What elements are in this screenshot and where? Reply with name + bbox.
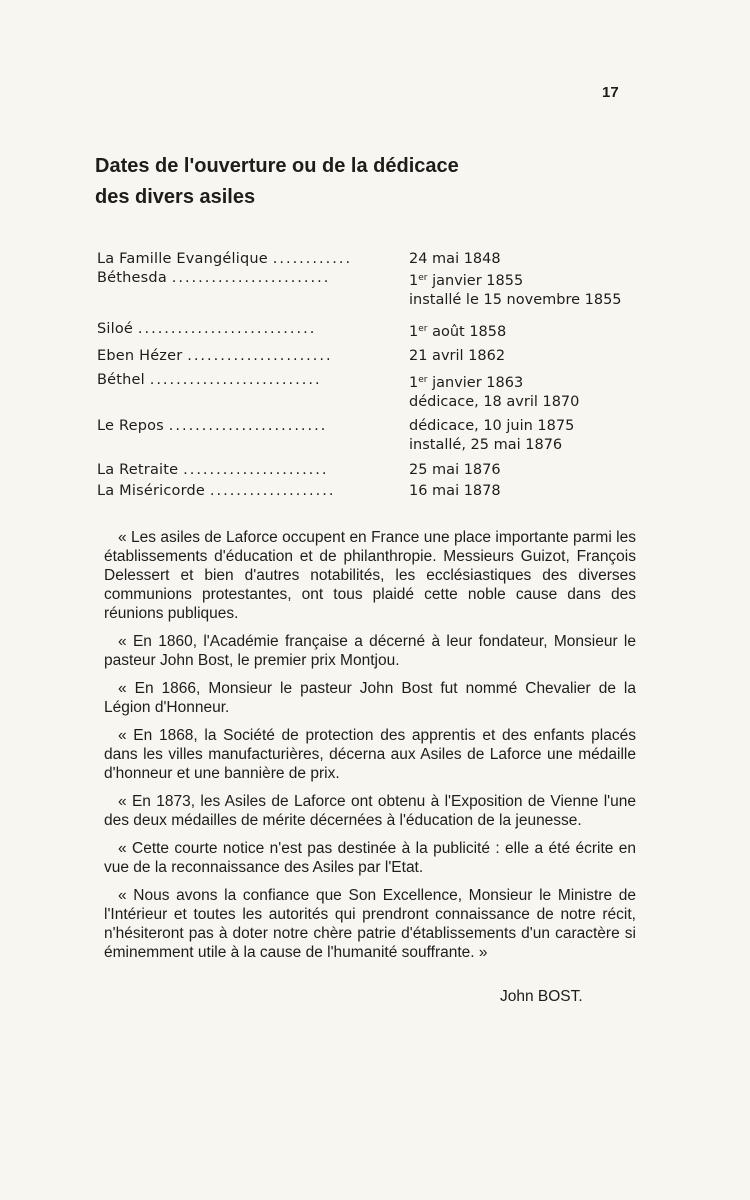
dot-leader: ...................... — [183, 462, 329, 478]
date-row-retraite — [97, 461, 657, 480]
paragraph: « Les asiles de Laforce occupent en France une place importante parmi les établissements d'éducation et de philanthropie. Messieurs Guizot, François Delessert et bien d'autres notabilités, les ecclésiastiques des diverses communions protestantes, ont tous plaidé cette noble cause dans des réunions publiques. — [104, 529, 636, 622]
dot-leader: ............ — [272, 251, 353, 267]
paragraph: « En 1866, Monsieur le pasteur John Bost fut nommé Chevalier de la Légion d'Honneur. — [104, 680, 636, 716]
page-title — [95, 151, 555, 213]
date-row-bethesda — [97, 269, 657, 310]
paragraph: « En 1860, l'Académie française a décerné à leur fondateur, Monsieur le pasteur John Bost, le premier prix Montjou. — [104, 633, 636, 669]
date-row-misericorde — [97, 482, 657, 501]
title-line-1: Dates de l'ouverture ou de la dédicace — [95, 155, 459, 177]
asile-date: 21 avril 1862 — [409, 348, 506, 364]
asile-name: La Miséricorde — [97, 483, 206, 499]
date-row-famille — [97, 250, 657, 269]
date-row-siloe — [97, 320, 657, 342]
asile-date: 1 — [409, 375, 419, 391]
ordinal-superscript: er — [418, 273, 428, 283]
asile-date-rest: août 1858 — [427, 324, 507, 340]
asile-date: 1 — [409, 324, 419, 340]
asile-date: 25 mai 1876 — [409, 462, 501, 478]
asile-date: 24 mai 1848 — [409, 251, 501, 267]
asile-name: Béthel — [97, 372, 145, 388]
dot-leader: ...................... — [187, 348, 333, 364]
date-row-repos — [97, 417, 657, 455]
page-number: 17 — [602, 84, 619, 101]
dot-leader: .......................... — [149, 372, 322, 388]
date-row-bethel — [97, 371, 657, 412]
dot-leader: ........................... — [137, 321, 317, 337]
paragraph: « Nous avons la confiance que Son Excellence, Monsieur le Ministre de l'Intérieur et toutes les autorités qui prendront connaissance de notre récit, n'hésiteront pas à doter notre chère patrie d'établissements d'un caractère si éminemment utile à la cause de l'humanité souffrante. » — [104, 887, 636, 961]
asile-note: dédicace, 18 avril 1870 — [409, 394, 580, 410]
asile-note: installé, 25 mai 1876 — [409, 437, 563, 453]
asile-name: Le Repos — [97, 418, 164, 434]
title-line-2: des divers asiles — [95, 186, 256, 208]
body-text — [104, 528, 636, 971]
asile-date: dédicace, 10 juin 1875 — [409, 418, 575, 434]
asile-date-rest: janvier 1863 — [427, 375, 524, 391]
asile-name: Béthesda — [97, 270, 167, 286]
ordinal-superscript: er — [418, 324, 428, 334]
asile-name: Siloé — [97, 321, 134, 337]
asile-name: La Famille Evangélique — [97, 251, 268, 267]
signature: John BOST. — [500, 988, 583, 1005]
dot-leader: ........................ — [171, 270, 331, 286]
date-row-eben-hezer — [97, 347, 657, 366]
dates-list — [97, 250, 657, 501]
paragraph: « En 1873, les Asiles de Laforce ont obtenu à l'Exposition de Vienne l'une des deux médailles de mérite décernées à l'éducation de la jeunesse. — [104, 793, 636, 829]
asile-note: installé le 15 novembre 1855 — [409, 292, 622, 308]
asile-date-rest: janvier 1855 — [427, 273, 524, 289]
asile-date: 1 — [409, 273, 419, 289]
dot-leader: ........................ — [168, 418, 328, 434]
paragraph: « Cette courte notice n'est pas destinée à la publicité : elle a été écrite en vue de la reconnaissance des Asiles par l'Etat. — [104, 840, 636, 876]
asile-name: Eben Hézer — [97, 348, 183, 364]
asile-name: La Retraite — [97, 462, 179, 478]
dot-leader: ................... — [209, 483, 336, 499]
asile-date: 16 mai 1878 — [409, 483, 501, 499]
paragraph: « En 1868, la Société de protection des apprentis et des enfants placés dans les villes manufacturières, décerna aux Asiles de Laforce une médaille d'honneur et une bannière de prix. — [104, 727, 636, 782]
ordinal-superscript: er — [418, 375, 428, 385]
